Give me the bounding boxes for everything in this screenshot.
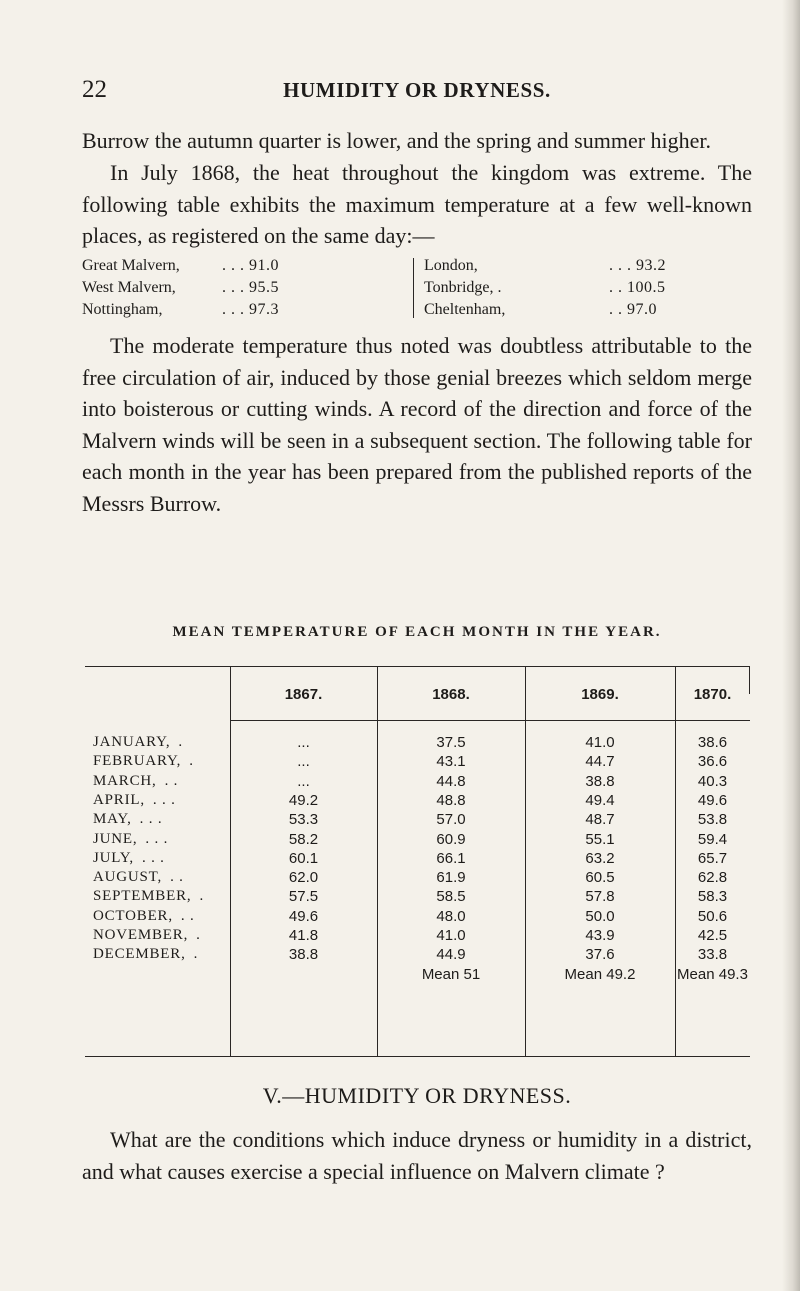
places-column-left <box>82 255 402 321</box>
leader-dots: . . . <box>139 811 163 828</box>
leader-dots: . <box>199 888 204 905</box>
table-top-rule <box>85 666 750 667</box>
temperature-cell: 57.0 <box>436 811 466 829</box>
leader-dots: . . . <box>145 830 169 847</box>
temperature-cell: 59.4 <box>697 830 728 848</box>
month-name: MARCH, <box>93 772 157 789</box>
month-name: FEBRUARY, <box>93 753 182 770</box>
temperature-cell: 41.0 <box>436 927 466 944</box>
temperature-cell: 38.8 <box>585 772 615 790</box>
places-divider <box>413 258 414 318</box>
temperature-cell: ... <box>297 753 310 771</box>
temperature-cell: 50.6 <box>697 907 728 925</box>
mean-cell: Mean 49.3 <box>677 965 748 983</box>
temperature-cell: ... <box>297 734 310 751</box>
mean-cell: Mean 51 <box>421 965 481 983</box>
leader-dots: . . <box>170 869 184 886</box>
temperature-cell: 58.3 <box>697 888 728 906</box>
month-name: JUNE, <box>93 830 138 847</box>
place-name: West Malvern, <box>82 279 176 296</box>
year-header: 1870. <box>693 686 732 703</box>
section-heading: V.—HUMIDITY OR DRYNESS. <box>262 1083 572 1108</box>
temperature-cell: 48.7 <box>585 811 615 829</box>
month-name: JANUARY, <box>93 734 171 750</box>
temperature-cell: 49.4 <box>585 791 615 809</box>
place-temperature: . . 100.5 <box>609 279 666 296</box>
page-number: 22 <box>82 76 107 103</box>
temperature-cell: 42.5 <box>697 927 728 944</box>
temperature-cell: 33.8 <box>697 946 728 964</box>
place-temperature: . . . 91.0 <box>222 257 279 274</box>
page-header <box>82 76 752 106</box>
month-label <box>93 946 198 963</box>
month-name: JULY, <box>93 849 134 866</box>
place-temperature: . . . 93.2 <box>609 257 666 274</box>
temperature-cell: 49.6 <box>288 907 319 925</box>
temperature-cell: 65.7 <box>697 849 728 867</box>
month-name: MAY, <box>93 811 132 828</box>
temperature-cell: 57.8 <box>585 888 615 906</box>
month-label <box>93 831 168 848</box>
temperature-cell: 58.2 <box>288 830 319 848</box>
temperature-cell: 60.9 <box>436 830 466 848</box>
leader-dots: . <box>193 946 199 963</box>
temperature-cell: 66.1 <box>436 849 466 867</box>
leader-dots: . <box>178 734 183 750</box>
place-row <box>82 277 402 299</box>
place-name: Cheltenham, <box>424 301 506 318</box>
temperature-cell: 44.7 <box>585 753 615 771</box>
temperature-cell: ... <box>297 772 310 790</box>
place-name: London, <box>424 257 478 274</box>
page-edge-shadow <box>782 0 800 1291</box>
running-title: HUMIDITY OR DRYNESS. <box>283 78 551 102</box>
place-name: Nottingham, <box>82 301 163 318</box>
month-label <box>93 811 162 828</box>
year-header: 1867. <box>284 686 323 703</box>
month-label <box>93 792 176 809</box>
month-label <box>93 869 184 886</box>
temperature-cell: 60.1 <box>288 849 319 867</box>
temperature-cell: 49.2 <box>288 791 319 809</box>
temperature-cell: 57.5 <box>288 888 319 906</box>
temperature-cell: 37.6 <box>585 946 615 964</box>
year-header: 1868. <box>432 686 470 703</box>
temperature-cell: 62.0 <box>288 869 319 887</box>
place-temperature: . . . 97.3 <box>222 301 279 318</box>
table-title: MEAN TEMPERATURE OF EACH MONTH IN THE YEAR. <box>172 624 662 640</box>
temperature-cell: 58.5 <box>436 888 466 906</box>
month-label <box>93 927 201 944</box>
month-label <box>93 773 178 790</box>
place-row <box>82 299 402 321</box>
temperature-cell: 41.8 <box>288 927 319 944</box>
temperature-cell: 50.0 <box>585 907 615 925</box>
place-name: Tonbridge, . <box>424 279 502 296</box>
leader-dots: . . <box>164 772 179 789</box>
table-header-rule <box>230 720 750 721</box>
temperature-cell: 61.9 <box>436 869 466 887</box>
leader-dots: . <box>189 753 194 770</box>
month-name: AUGUST, <box>93 869 163 886</box>
temperature-cell: 43.1 <box>436 753 466 771</box>
year-header: 1869. <box>581 686 619 703</box>
temperature-cell: 53.8 <box>697 811 728 829</box>
paragraph-humidity-question: What are the conditions which induce dryness or humidity in a district, and what causes exercise a special influence on Malvern climate ? <box>82 1127 752 1184</box>
temperature-cell: 41.0 <box>585 734 615 751</box>
month-label <box>93 908 195 925</box>
temperature-cell: 40.3 <box>697 772 728 790</box>
month-name: OCTOBER, <box>93 907 173 924</box>
month-label <box>93 850 165 867</box>
max-temperature-places <box>82 255 722 321</box>
places-column-right <box>424 255 724 321</box>
month-name: NOVEMBER, <box>93 927 189 943</box>
paragraph-autumn-quarter: Burrow the autumn quarter is lower, and the spring and summer higher. <box>82 128 712 153</box>
leader-dots: . . <box>180 907 195 924</box>
temperature-cell: 44.8 <box>436 772 466 790</box>
place-row <box>424 277 724 299</box>
temperature-cell: 49.6 <box>697 791 728 809</box>
mean-temperature-table <box>85 666 750 1056</box>
temperature-cell: 62.8 <box>697 869 728 887</box>
place-row <box>424 299 724 321</box>
paragraph-july-1868: In July 1868, the heat throughout the kingdom was extreme. The following table exhibits the maximum temperature at a few well-known places, as registered on the same day:— <box>82 160 752 248</box>
month-name: DECEMBER, <box>93 946 186 963</box>
month-name: SEPTEMBER, <box>93 888 192 905</box>
leader-dots: . <box>196 927 201 943</box>
month-label <box>93 888 204 905</box>
temperature-cell: 36.6 <box>697 753 728 771</box>
temperature-cell: 38.8 <box>288 946 319 964</box>
month-label <box>93 734 183 751</box>
temperature-cell: 38.6 <box>697 734 728 751</box>
temperature-cell: 44.9 <box>436 946 466 964</box>
leader-dots: . . . <box>152 791 176 808</box>
leader-dots: . . . <box>141 849 165 866</box>
temperature-cell: 53.3 <box>288 811 319 829</box>
place-row <box>424 255 724 277</box>
temperature-cell: 43.9 <box>585 927 615 944</box>
table-bottom-rule <box>85 1056 750 1057</box>
paragraph-moderate-temperature: The moderate temperature thus noted was doubtless attributable to the free circulation of air, induced by those genial breezes which seldom merge into boisterous or cutting winds. A record of the direction and force of the Malvern winds will be seen in a subsequent section. The following table for each month in the year has been prepared from the published reports of the Messrs Burrow. <box>82 333 752 516</box>
temperature-cell: 60.5 <box>585 869 615 887</box>
temperature-cell: 48.8 <box>436 791 466 809</box>
place-name: Great Malvern, <box>82 257 180 274</box>
place-temperature: . . . 95.5 <box>222 279 279 296</box>
month-name: APRIL, <box>93 791 145 808</box>
place-temperature: . . 97.0 <box>609 301 657 318</box>
place-row <box>82 255 402 277</box>
mean-cell: Mean 49.2 <box>564 965 636 983</box>
temperature-cell: 48.0 <box>436 907 466 925</box>
temperature-cell: 37.5 <box>436 734 466 751</box>
temperature-cell: 55.1 <box>585 830 615 848</box>
month-label <box>93 753 194 770</box>
temperature-cell: 63.2 <box>585 849 615 867</box>
